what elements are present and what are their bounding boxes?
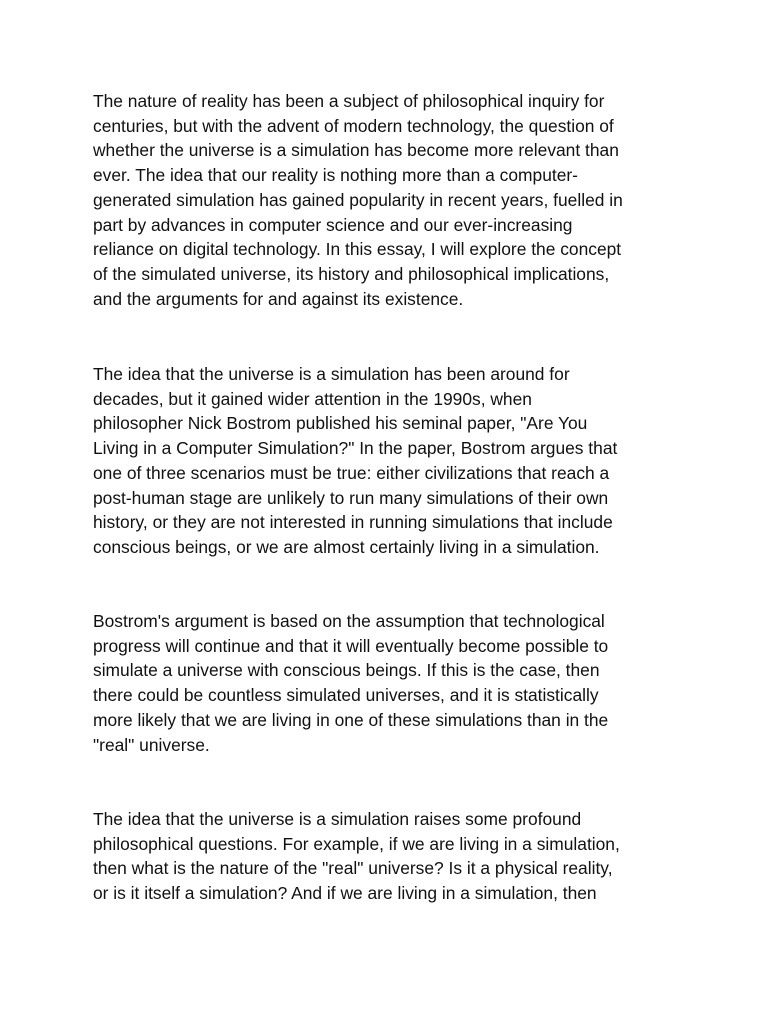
text-line: conscious beings, or we are almost certainly living in a simulation.	[93, 536, 600, 557]
text-line: or is it itself a simulation? And if we are living in a simulation, then	[93, 883, 597, 904]
text-line: The nature of reality has been a subject of philosophical inquiry for	[93, 91, 605, 111]
text-line: there could be countless simulated universes, and it is statistically	[93, 685, 599, 706]
text-line: ever. The idea that our reality is nothing more than a computer-	[93, 165, 578, 186]
text-line: The idea that the universe is a simulation raises some profound	[93, 809, 582, 829]
text-line: and the arguments for and against its existence.	[93, 288, 464, 309]
paragraph-1	[93, 89, 693, 311]
text-line: history, or they are not interested in running simulations that include	[93, 512, 613, 533]
text-line: philosophical questions. For example, if we are living in a simulation,	[93, 833, 620, 854]
paragraph-3	[93, 609, 693, 757]
text-line: The idea that the universe is a simulation has been around for	[93, 364, 570, 384]
text-line: philosopher Nick Bostrom published his seminal paper, "Are You	[93, 413, 588, 434]
text-line: decades, but it gained wider attention in the 1990s, when	[93, 388, 532, 409]
text-line: progress will continue and that it will eventually become possible to	[93, 635, 609, 656]
text-line: more likely that we are living in one of these simulations than in the	[93, 709, 609, 730]
text-line: part by advances in computer science and our ever-increasing	[93, 214, 573, 235]
text-line: one of three scenarios must be true: either civilizations that reach a	[93, 462, 610, 483]
text-line: then what is the nature of the "real" universe? Is it a physical reality,	[93, 858, 613, 879]
text-line: Bostrom's argument is based on the assumption that technological	[93, 611, 605, 631]
text-line: reliance on digital technology. In this essay, I will explore the concept	[93, 239, 622, 260]
text-line: post-human stage are unlikely to run many simulations of their own	[93, 487, 609, 508]
text-line: Living in a Computer Simulation?" In the paper, Bostrom argues that	[93, 438, 618, 459]
text-line: of the simulated universe, its history and philosophical implications,	[93, 263, 610, 284]
text-line: simulate a universe with conscious beings. If this is the case, then	[93, 660, 600, 681]
text-line: generated simulation has gained popularity in recent years, fuelled in	[93, 189, 623, 210]
text-line: whether the universe is a simulation has become more relevant than	[93, 140, 619, 161]
text-line: centuries, but with the advent of modern technology, the question of	[93, 115, 614, 136]
paragraph-4	[93, 807, 693, 906]
text-line: "real" universe.	[93, 734, 210, 755]
paragraph-2	[93, 362, 693, 560]
